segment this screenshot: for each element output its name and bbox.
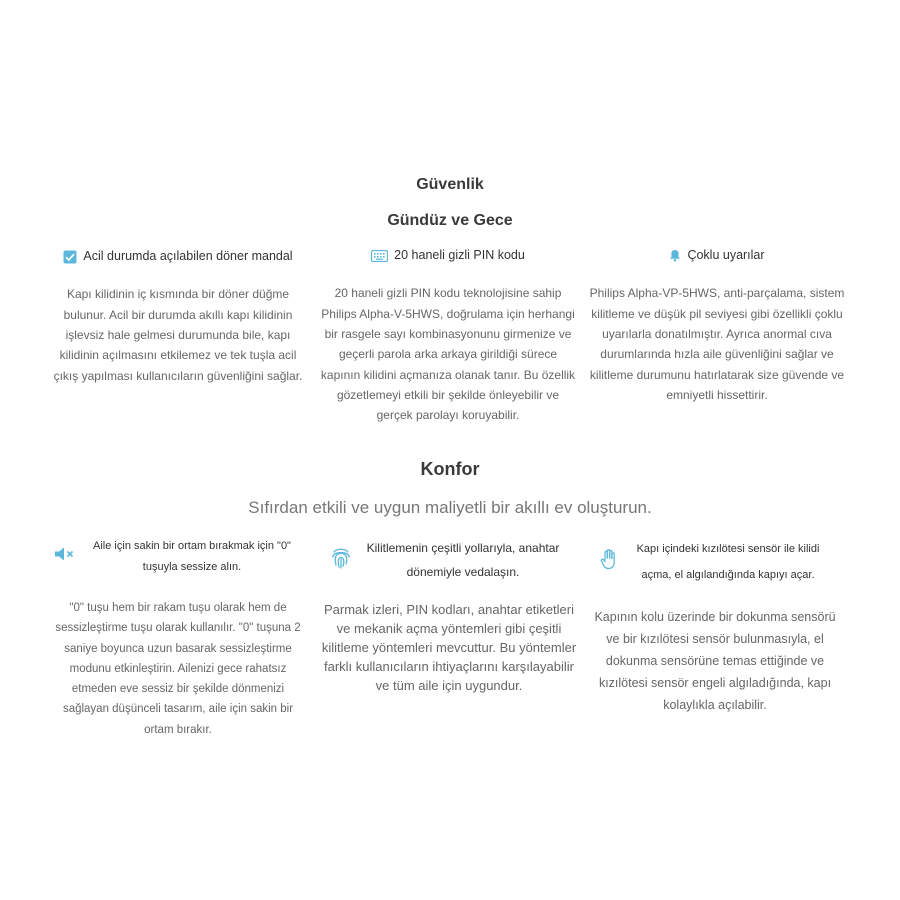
feature-heading: Acil durumda açılabilen döner mandal bbox=[83, 249, 293, 263]
feature-heading-row bbox=[590, 536, 840, 588]
feature-heading: Kapı içindeki kızılötesi sensör ile kilidi açma, el algılandığında kapıyı açar. bbox=[636, 543, 820, 581]
section-subtitle-guvenlik: Gündüz ve Gece bbox=[387, 212, 513, 229]
feature-multiple-alarms bbox=[588, 246, 846, 417]
section-title-guvenlik: Güvenlik bbox=[416, 176, 484, 193]
feature-mute bbox=[50, 536, 306, 752]
feature-heading-row bbox=[318, 536, 580, 584]
feature-heading-row bbox=[588, 246, 846, 265]
feature-rotary-latch bbox=[50, 247, 306, 398]
hand-icon bbox=[600, 548, 620, 570]
feature-description: "0" tuşu hem bir rakam tuşu olarak hem de sessizleştirme tuşu olarak kullanılır. "0" tuşuna 2 saniye boyunca uzun basarak sessizleştirme modunu etkinleştirin. Ailenizi gece rahatsız etmeden eve sessiz bir şekilde dönmenizi sağlayan düşünceli tasarım, aile için sakin bir ortam bırakır. bbox=[55, 602, 301, 736]
feature-description: Kapının kolu üzerinde bir dokunma sensörü ve bir kızılötesi sensör bulunmasıyla, el dokunma sensörüne temas ettiğinde ve kızılötesi sensör engeli algıladığında, kapı kolaylıkla açılabilir. bbox=[594, 610, 836, 712]
feature-pin-code bbox=[318, 246, 578, 437]
feature-heading-row bbox=[318, 246, 578, 265]
section-title-konfor: Konfor bbox=[420, 459, 480, 479]
feature-unlock-methods bbox=[318, 536, 580, 708]
feature-heading-row bbox=[50, 536, 306, 578]
feature-heading: 20 haneli gizli PIN kodu bbox=[394, 248, 525, 262]
section-subtitle-konfor: Sıfırdan etkili ve uygun maliyetli bir akıllı ev oluşturun. bbox=[248, 498, 652, 517]
feature-heading: Kilitlemenin çeşitli yollarıyla, anahtar dönemiyle vedalaşın. bbox=[366, 541, 560, 579]
keyboard-icon bbox=[371, 250, 388, 262]
fingerprint-icon bbox=[330, 546, 352, 570]
feature-description: Philips Alpha-VP-5HWS, anti-parçalama, sistem kilitleme ve düşük pil seviyesi gibi özellikli çoklu uyarılarla donatılmıştır. Ayrıca anormal cıva durumlarında hızla aile güvenliğini sağlar ve kilitleme durumunu hatırlatarak size güvende ve emniyetli hissettirir. bbox=[589, 286, 845, 402]
feature-heading: Çoklu uyarılar bbox=[687, 248, 765, 262]
feature-heading: Aile için sakin bir ortam bırakmak için "0" tuşuyla sessize alın. bbox=[93, 540, 291, 573]
checkbox-icon bbox=[63, 250, 77, 264]
feature-description: Parmak izleri, PIN kodları, anahtar etiketleri ve mekanik açma yöntemleri gibi çeşitli kilitleme yöntemleri mevcuttur. Bu yöntemler farklı kullanıcıların ihtiyaçlarını karşılayabilir ve tüm aile için uygundur. bbox=[321, 602, 577, 693]
feature-description: Kapı kilidinin iç kısmında bir döner düğme bulunur. Acil bir durumda akıllı kapı kilidinin işlevsiz hale gelmesi durumunda bile, kapı kilidinin açılmasını etkilemez ve tek tuşla acil çıkış yapılması kullanıcıların güvenliğini sağlar. bbox=[53, 287, 303, 383]
feature-heading-row bbox=[50, 247, 306, 266]
bell-icon bbox=[669, 249, 681, 262]
speaker-mute-icon bbox=[54, 546, 76, 562]
feature-infrared-sensor bbox=[590, 536, 840, 729]
feature-description: 20 haneli gizli PIN kodu teknolojisine sahip Philips Alpha-V-5HWS, doğrulama için herhangi bir rasgele sayı kombinasyonunu girmenize ve geçerli parola arka arkaya girildiği sürece kapının kilidini açmanıza olanak tanır. Bu özellik gözetlemeyi etkili bir şekilde önleyebilir ve gerçek parolayı koruyabilir. bbox=[320, 286, 576, 423]
